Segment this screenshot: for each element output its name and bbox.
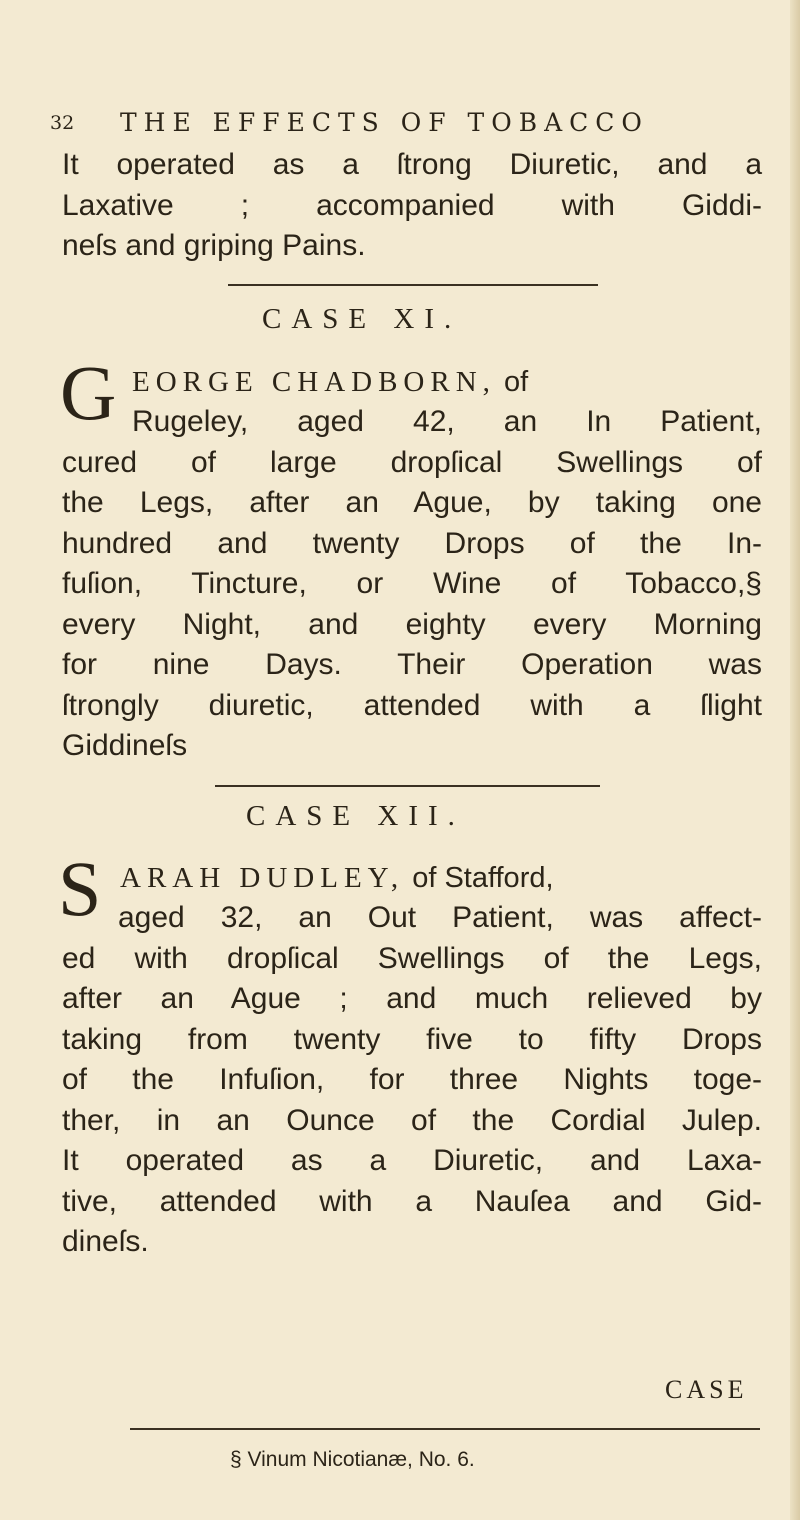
lead-rest: of: [495, 366, 529, 398]
case-xi-title: CASE XI.: [262, 303, 462, 335]
case-xii-lead-line: [120, 858, 760, 899]
intro-paragraph: [62, 145, 762, 267]
text-line: the Legs, after an Ague, by taking one: [62, 486, 762, 519]
patient-name: ARAH DUDLEY,: [120, 862, 405, 894]
text-line: aged 32, an Out Patient, was affect-: [118, 901, 762, 934]
lead-rest: of Stafford,: [404, 862, 554, 894]
text-line: Laxative ; accompanied with Giddi-: [62, 188, 762, 222]
text-line: after an Ague ; and much relieved by: [62, 982, 762, 1015]
case-xi-dropcap: G: [60, 349, 117, 436]
text-line: Rugeley, aged 42, an In Patient,: [132, 405, 762, 438]
page-header: [50, 108, 750, 148]
text-line: of the Infuſion, for three Nights toge-: [62, 1063, 762, 1096]
case-xi-lead-line: [132, 362, 760, 403]
footnote-rule: [130, 1428, 760, 1430]
text-line: fuſion, Tincture, or Wine of Tobacco,§: [62, 567, 762, 600]
text-line: hundred and twenty Drops of the In-: [62, 526, 762, 560]
page-edge: [790, 0, 800, 1520]
page-number: 32: [50, 112, 75, 134]
text-line: Giddineſs: [62, 729, 188, 762]
section-divider: [228, 284, 598, 286]
text-line: neſs and griping Pains.: [62, 229, 366, 262]
text-line: ſtrongly diuretic, attended with a ſlight: [62, 688, 762, 722]
case-xi-paragraph: [62, 402, 762, 767]
text-line: tive, attended with a Nauſea and Gid-: [62, 1184, 762, 1218]
section-divider: [215, 785, 600, 787]
case-xii-title: CASE XII.: [246, 800, 465, 832]
text-line: for nine Days. Their Operation was: [62, 648, 762, 681]
case-xii-paragraph: [62, 898, 762, 1263]
text-line: cured of large dropſical Swellings of: [62, 445, 762, 479]
patient-name: EORGE CHADBORN,: [132, 366, 496, 398]
text-line: taking from twenty five to fifty Drops: [62, 1022, 762, 1056]
text-line: It operated as a Diuretic, and Laxa-: [62, 1144, 762, 1177]
text-line: every Night, and eighty every Morning: [62, 607, 762, 641]
case-xii-dropcap: S: [58, 845, 102, 932]
text-line: dineſs.: [62, 1225, 149, 1258]
text-line: It operated as a ſtrong Diuretic, and a: [62, 148, 762, 181]
text-line: ther, in an Ounce of the Cordial Julep.: [62, 1103, 762, 1137]
catchword: CASE: [665, 1375, 748, 1404]
text-line: ed with dropſical Swellings of the Legs,: [62, 941, 762, 975]
running-head: THE EFFECTS OF TOBACCO: [120, 108, 649, 137]
footnote: § Vinum Nicotianæ, No. 6.: [230, 1448, 475, 1471]
